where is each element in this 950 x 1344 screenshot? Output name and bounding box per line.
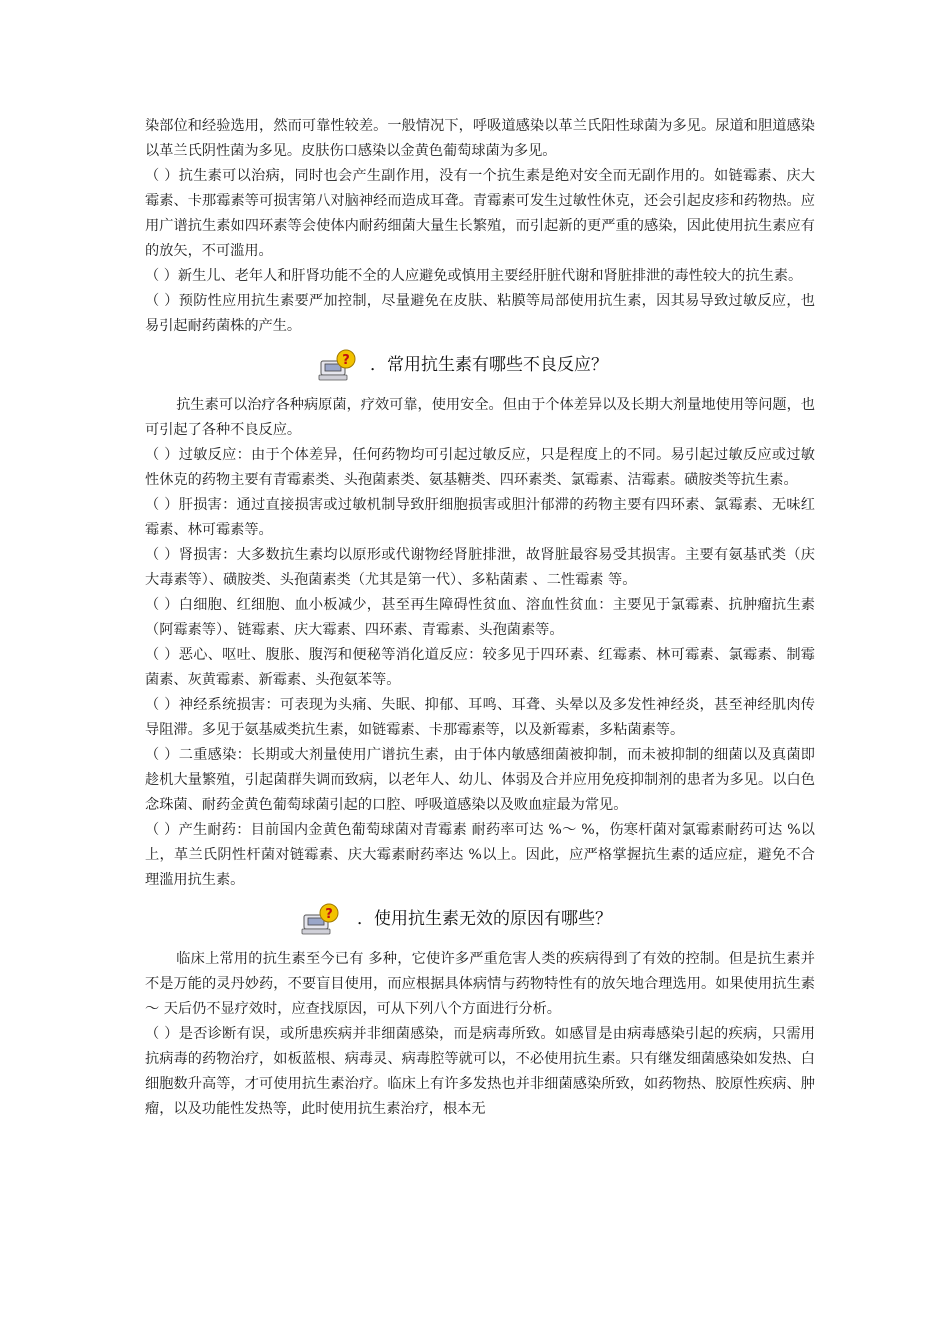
computer-question-icon [317,349,357,383]
list-item: （ ）肝损害：通过直接损害或过敏机制导致肝细胞损害或胆汁郁滞的药物主要有四环素、氯霉素、无味红霉素、林可霉素等。 [145,497,815,538]
paragraph: 染部位和经验选用，然而可靠性较差。一般情况下，呼吸道感染以革兰氏阳性球菌为多见。尿道和胆道感染以革兰氏阴性菌为多见。皮肤伤口感染以金黄色葡萄球菌为多见。 [145,118,815,159]
computer-question-icon [300,903,340,937]
svg-text:?: ? [325,907,333,922]
list-item: （ ）是否诊断有误，或所患疾病并非细菌感染，而是病毒所致。如感冒是由病毒感染引起的疾病，只需用抗病毒的药物治疗，如板蓝根、病毒灵、病毒腔等就可以，不必使用抗生素。只有继发细菌感染如发热、白细胞数升高等，才可使用抗生素治疗。临床上有许多发热也并非细菌感染所致，如药物热、胶原性疾病、肿瘤，以及功能性发热等，此时使用抗生素治疗，根本无 [145,1026,815,1117]
section-heading [145,901,815,941]
paragraph: 临床上常用的抗生素至今已有 多种，它使许多严重危害人类的疾病得到了有效的控制。但是抗生素并不是万能的灵丹妙药，不要盲目使用，而应根据具体病情与药物特性有的放矢地合理选用。如果使用抗生素 ～ 天后仍不显疗效时，应查找原因，可从下列八个方面进行分析。 [145,951,815,1017]
paragraph: 抗生素可以治疗各种病原菌，疗效可靠，使用安全。但由于个体差异以及长期大剂量地使用等问题，也可引起了各种不良反应。 [145,397,815,438]
list-item: （ ）恶心、呕吐、腹胀、腹泻和便秘等消化道反应：较多见于四环素、红霉素、林可霉素、氯霉素、制霉菌素、灰黄霉素、新霉素、头孢氨苯等。 [145,647,815,688]
svg-text:?: ? [342,353,350,368]
paragraph: （ ）预防性应用抗生素要严加控制，尽量避免在皮肤、粘膜等局部使用抗生素，因其易导致过敏反应，也易引起耐药菌株的产生。 [145,293,815,334]
section-title: ．使用抗生素无效的原因有哪些？ [357,909,612,929]
list-item: （ ）白细胞、红细胞、血小板减少，甚至再生障碍性贫血、溶血性贫血：主要见于氯霉素、抗肿瘤抗生素（阿霉素等）、链霉素、庆大霉素、四环素、青霉素、头孢菌素等。 [145,597,815,638]
paragraph: （ ）新生儿、老年人和肝肾功能不全的人应避免或慎用主要经肝脏代谢和肾脏排泄的毒性较大的抗生素。 [145,268,803,284]
paragraph: （ ）抗生素可以治病，同时也会产生副作用，没有一个抗生素是绝对安全而无副作用的。如链霉素、庆大霉素、卡那霉素等可损害第八对脑神经而造成耳聋。青霉素可发生过敏性休克，还会引起皮疹和药物热。应用广谱抗生素如四环素等会使体内耐药细菌大量生长繁殖，而引起新的更严重的感染，因此使用抗生素应有的放矢，不可滥用。 [145,168,815,259]
list-item: （ ）过敏反应：由于个体差异，任何药物均可引起过敏反应，只是程度上的不同。易引起过敏反应或过敏性休克的药物主要有青霉素类、头孢菌素类、氨基糖类、四环素类、氯霉素、洁霉素。磺胺类等抗生素。 [145,447,815,488]
list-item: （ ）肾损害：大多数抗生素均以原形或代谢物经肾脏排泄，故肾脏最容易受其损害。主要有氨基甙类（庆大毒素等）、磺胺类、头孢菌素类（尤其是第一代）、多粘菌素 、二性霉素 等。 [145,547,815,588]
list-item: （ ）产生耐药：目前国内金黄色葡萄球菌对青霉素 耐药率可达 %～ %，伤寒杆菌对氯霉素耐药可达 %以上，革兰氏阴性杆菌对链霉素、庆大霉素耐药率达 %以上。因此，应严格掌握抗生素的适应症，避免不合理滥用抗生素。 [145,822,815,888]
list-item: （ ）神经系统损害：可表现为头痛、失眠、抑郁、耳鸣、耳聋、头晕以及多发性神经炎，甚至神经肌肉传导阻滞。多见于氨基威类抗生素，如链霉素、卡那霉素等，以及新霉素，多粘菌素等。 [145,697,815,738]
section-title: ．常用抗生素有哪些不良反应？ [370,355,608,375]
list-item: （ ）二重感染：长期或大剂量使用广谱抗生素，由于体内敏感细菌被抑制，而未被抑制的细菌以及真菌即趁机大量繁殖，引起菌群失调而致病，以老年人、幼儿、体弱及合并应用免疫抑制剂的患者为多见。以白色念珠菌、耐药金黄色葡萄球菌引起的口腔、呼吸道感染以及败血症最为常见。 [145,747,815,813]
document-page [145,114,815,1122]
section-heading [145,347,815,387]
